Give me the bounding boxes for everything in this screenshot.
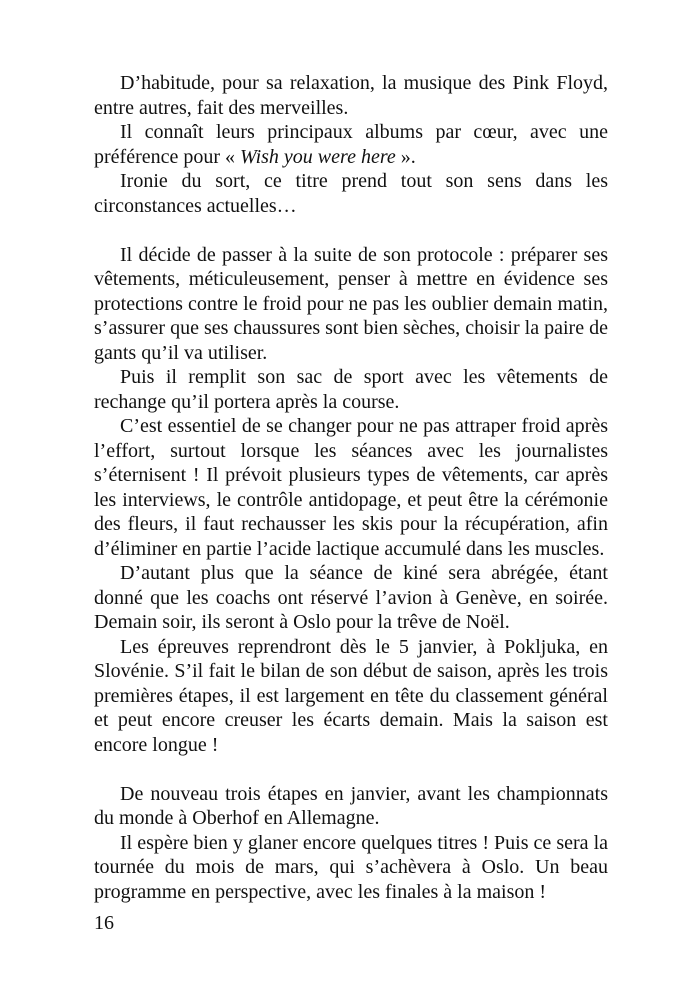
paragraph: Les épreuves reprendront dès le 5 janvier, à Pokljuka, en Slovénie. S’il fait le bilan de son début de saison, après les trois premières étapes, il est largement en tête du classement général et peut encore creuser les écarts demain. Mais la saison est encore longue ! bbox=[94, 635, 608, 756]
paragraph: D’habitude, pour sa relaxation, la musique des Pink Floyd, entre autres, fait des merveilles. bbox=[94, 72, 608, 119]
album-title-italic: Wish you were here bbox=[240, 145, 396, 168]
paragraph: De nouveau trois étapes en janvier, avant les championnats du monde à Oberhof en Allemagne. bbox=[94, 782, 608, 829]
paragraph: Il espère bien y glaner encore quelques titres ! Puis ce sera la tournée du mois de mars, qui s’achèvera à Oslo. Un beau programme en perspective, avec les finales à la maison ! bbox=[94, 831, 608, 903]
page-text bbox=[94, 71, 608, 904]
paragraph: Puis il remplit son sac de sport avec les vêtements de rechange qu’il portera après la course. bbox=[94, 366, 608, 413]
paragraph: D’autant plus que la séance de kiné sera abrégée, étant donné que les coachs ont réservé l’avion à Genève, en soirée. Demain soir, ils seront à Oslo pour la trêve de Noël. bbox=[94, 562, 608, 633]
paragraph: Il décide de passer à la suite de son protocole : préparer ses vêtements, méticuleusement, penser à mettre en évidence ses protections contre le froid pour ne pas les oublier demain matin, s’assurer que ses chaussures sont bien sèches, choisir la paire de gants qu’il va utiliser. bbox=[94, 243, 608, 364]
page-number: 16 bbox=[94, 912, 114, 934]
paragraph: C’est essentiel de se changer pour ne pas attraper froid après l’effort, surtout lorsque les séances avec les journalistes s’éternisent ! Il prévoit plusieurs types de vêtements, car après les interviews, le contrôle antidopage, et peut être la cérémonie des fleurs, il faut rechausser les skis pour la récupération, afin d’éliminer en partie l’acide lactique accumulé dans les muscles. bbox=[94, 415, 608, 560]
paragraph: Ironie du sort, ce titre prend tout son sens dans les circonstances actuelles… bbox=[94, 170, 608, 217]
paragraph bbox=[94, 120, 608, 169]
paragraph-text: Il connaît leurs principaux albums par cœur, avec une préférence pour « bbox=[94, 121, 608, 168]
paragraph-text: ». bbox=[395, 145, 416, 168]
